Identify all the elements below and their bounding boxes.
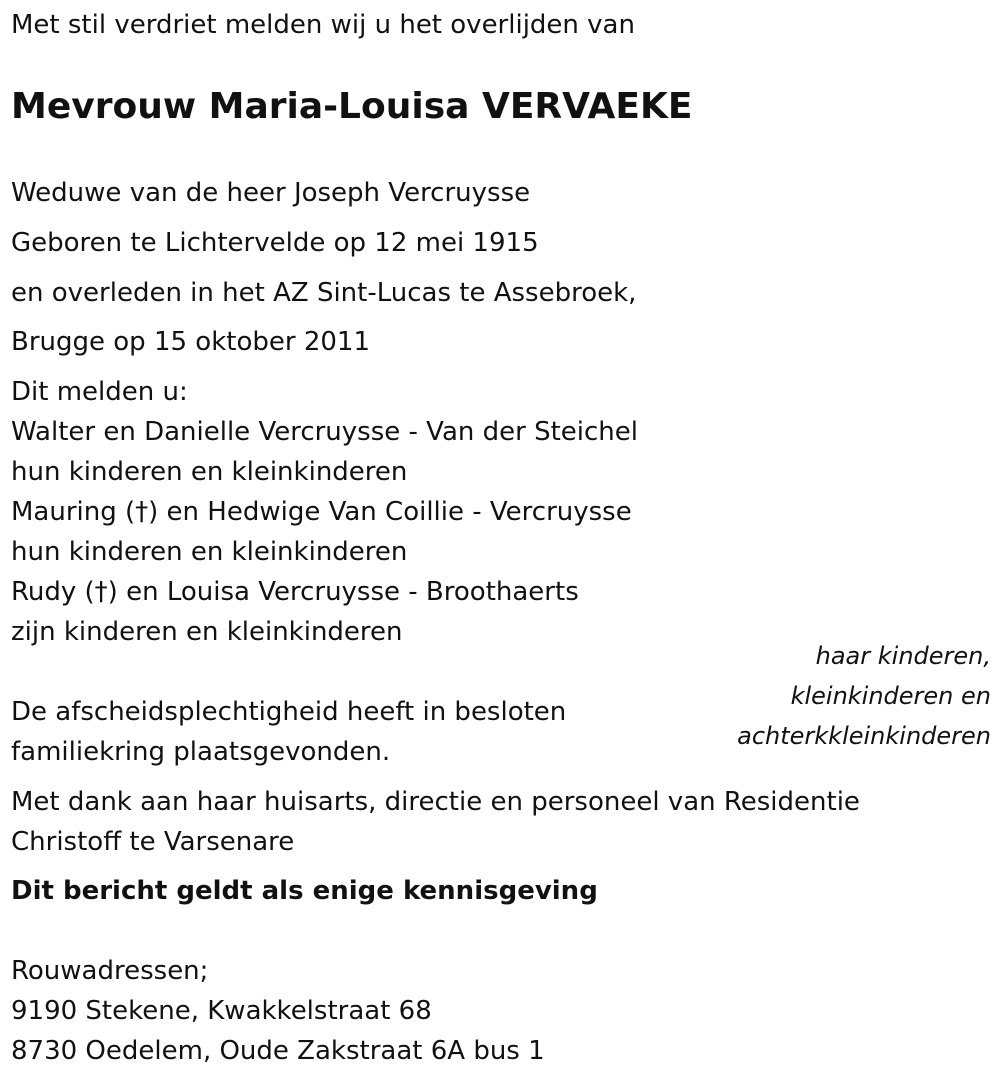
notice-text: Dit bericht geldt als enige kennisgeving: [11, 876, 598, 906]
address-line: 8730 Oedelem, Oude Zakstraat 6A bus 1: [11, 1036, 545, 1066]
family-line: hun kinderen en kleinkinderen: [11, 537, 408, 567]
detail-line: en overleden in het AZ Sint-Lucas te Assebroek,: [11, 278, 637, 308]
thanks-line: Christoff te Varsenare: [11, 827, 295, 857]
family-line: Walter en Danielle Vercruysse - Van der Steichel: [11, 417, 638, 447]
detail-line: Weduwe van de heer Joseph Vercruysse: [11, 178, 531, 208]
family-line: zijn kinderen en kleinkinderen: [11, 617, 403, 647]
detail-line: Brugge op 15 oktober 2011: [11, 327, 370, 357]
side-note-line: haar kinderen,: [815, 642, 991, 670]
family-line: Rudy (†) en Louisa Vercruysse - Broothaerts: [11, 577, 579, 607]
address-line: 9190 Stekene, Kwakkelstraat 68: [11, 996, 432, 1026]
family-line: hun kinderen en kleinkinderen: [11, 457, 408, 487]
ceremony-line: familiekring plaatsgevonden.: [11, 737, 391, 767]
detail-line: Geboren te Lichtervelde op 12 mei 1915: [11, 228, 539, 258]
thanks-line: Met dank aan haar huisarts, directie en personeel van Residentie: [11, 787, 860, 817]
side-note-line: kleinkinderen en: [790, 682, 991, 710]
intro-text: Met stil verdriet melden wij u het overlijden van: [11, 10, 635, 40]
deceased-name: Mevrouw Maria-Louisa VERVAEKE: [11, 86, 693, 127]
family-line: Mauring (†) en Hedwige Van Coillie - Vercruysse: [11, 497, 632, 527]
addresses-label: Rouwadressen;: [11, 956, 209, 986]
notify-intro: Dit melden u:: [11, 377, 188, 407]
side-note-line: achterkkleinkinderen: [737, 722, 991, 750]
ceremony-line: De afscheidsplechtigheid heeft in besloten: [11, 697, 567, 727]
